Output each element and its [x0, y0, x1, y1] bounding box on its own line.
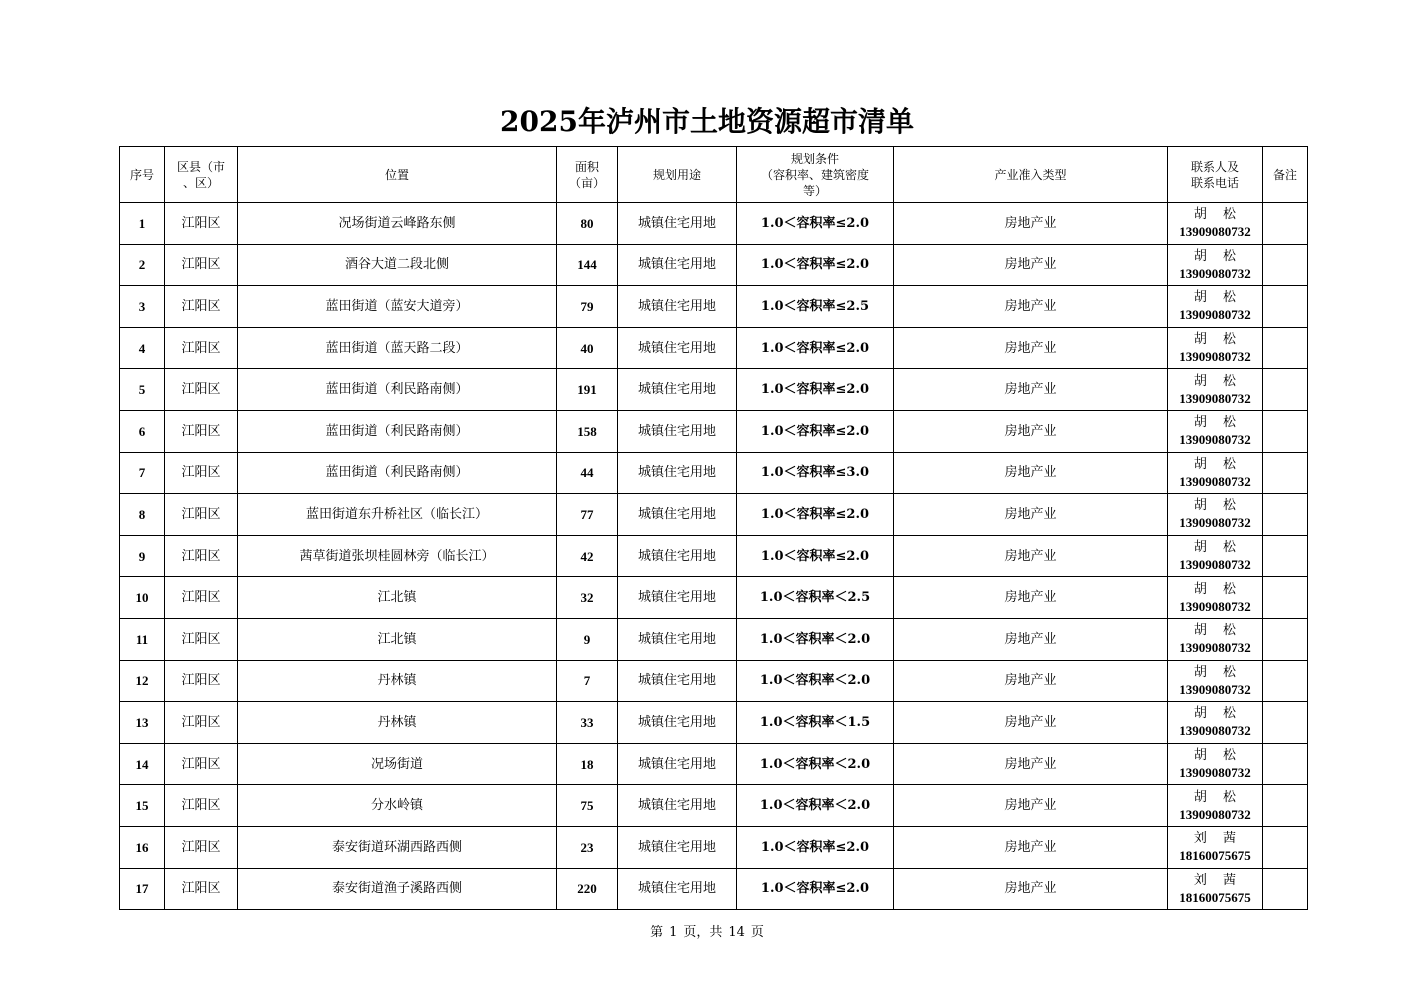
table-row — [120, 244, 1308, 286]
table-row — [120, 785, 1308, 827]
cell-district: 江阳区 — [165, 702, 238, 744]
cell-contact — [1168, 577, 1263, 619]
cell-industry-type: 房地产业 — [894, 577, 1168, 619]
cell-planning-conditions: 1.0＜容积率＜1.5 — [737, 702, 894, 744]
cell-district: 江阳区 — [165, 369, 238, 411]
cell-district: 江阳区 — [165, 410, 238, 452]
cell-location: 泰安街道环湖西路西侧 — [238, 826, 557, 868]
cell-planning-conditions: 1.0＜容积率≤2.0 — [737, 410, 894, 452]
cell-industry-type: 房地产业 — [894, 410, 1168, 452]
cell-serial: 2 — [120, 244, 165, 286]
header-planning-conditions-line: 规划条件 — [790, 151, 839, 166]
cell-remarks — [1263, 452, 1308, 494]
cell-planned-use: 城镇住宅用地 — [618, 868, 737, 910]
cell-planned-use: 城镇住宅用地 — [618, 702, 737, 744]
contact-name: 胡 松 — [1193, 498, 1243, 514]
header-district — [165, 147, 238, 203]
cell-district: 江阳区 — [165, 286, 238, 328]
cell-district: 江阳区 — [165, 494, 238, 536]
contact-phone: 13909080732 — [1179, 473, 1251, 489]
cell-planning-conditions: 1.0＜容积率≤2.0 — [737, 494, 894, 536]
cell-remarks — [1263, 702, 1308, 744]
cell-remarks — [1263, 785, 1308, 827]
cell-serial: 10 — [120, 577, 165, 619]
cell-location: 江北镇 — [238, 577, 557, 619]
header-location-line: 位置 — [384, 167, 409, 182]
cell-planning-conditions: 1.0＜容积率＜2.0 — [737, 618, 894, 660]
cell-remarks — [1263, 618, 1308, 660]
contact-phone: 13909080732 — [1179, 723, 1251, 739]
footer-total-pages: 14 — [728, 925, 745, 940]
contact-phone: 13909080732 — [1179, 765, 1251, 781]
cell-location: 江北镇 — [238, 618, 557, 660]
cell-serial: 14 — [120, 743, 165, 785]
cell-contact — [1168, 535, 1263, 577]
cell-area: 9 — [557, 618, 618, 660]
cell-planned-use: 城镇住宅用地 — [618, 410, 737, 452]
cell-contact — [1168, 203, 1263, 245]
contact-phone: 13909080732 — [1179, 265, 1251, 281]
header-serial — [120, 147, 165, 203]
cell-district: 江阳区 — [165, 327, 238, 369]
cell-planned-use: 城镇住宅用地 — [618, 785, 737, 827]
table-row — [120, 577, 1308, 619]
contact-name: 胡 松 — [1193, 248, 1243, 264]
contact-phone: 13909080732 — [1179, 557, 1251, 573]
cell-location: 蓝田街道东升桥社区（临长江） — [238, 494, 557, 536]
cell-industry-type: 房地产业 — [894, 286, 1168, 328]
cell-planned-use: 城镇住宅用地 — [618, 535, 737, 577]
cell-planning-conditions: 1.0＜容积率≤2.0 — [737, 868, 894, 910]
cell-district: 江阳区 — [165, 452, 238, 494]
cell-location: 况场街道云峰路东侧 — [238, 203, 557, 245]
contact-name: 胡 松 — [1193, 207, 1243, 223]
contact-name: 胡 松 — [1193, 789, 1243, 805]
cell-contact — [1168, 244, 1263, 286]
cell-industry-type: 房地产业 — [894, 660, 1168, 702]
cell-district: 江阳区 — [165, 660, 238, 702]
cell-serial: 13 — [120, 702, 165, 744]
cell-contact — [1168, 327, 1263, 369]
cell-location: 蓝田街道（蓝安大道旁） — [238, 286, 557, 328]
cell-remarks — [1263, 244, 1308, 286]
contact-name: 刘 茜 — [1193, 831, 1243, 847]
contact-phone: 13909080732 — [1179, 598, 1251, 614]
header-contact-line: 联系人及 — [1190, 159, 1239, 174]
cell-industry-type: 房地产业 — [894, 826, 1168, 868]
cell-location: 酒谷大道二段北侧 — [238, 244, 557, 286]
header-contact-line: 联系电话 — [1190, 175, 1239, 190]
cell-serial: 12 — [120, 660, 165, 702]
table-row — [120, 286, 1308, 328]
cell-district: 江阳区 — [165, 244, 238, 286]
cell-contact — [1168, 743, 1263, 785]
cell-planned-use: 城镇住宅用地 — [618, 286, 737, 328]
document-title: 2025年泸州市土地资源超市清单 — [500, 105, 914, 138]
contact-phone: 18160075675 — [1179, 889, 1251, 905]
table-header-row — [120, 147, 1308, 203]
table-row — [120, 494, 1308, 536]
cell-area: 23 — [557, 826, 618, 868]
footer-suffix: 页 — [750, 925, 764, 940]
cell-remarks — [1263, 660, 1308, 702]
header-industry-type-line: 产业准入类型 — [994, 167, 1067, 182]
cell-planned-use: 城镇住宅用地 — [618, 743, 737, 785]
cell-planning-conditions: 1.0＜容积率≤2.0 — [737, 535, 894, 577]
cell-planned-use: 城镇住宅用地 — [618, 203, 737, 245]
cell-serial: 4 — [120, 327, 165, 369]
footer-page-number: 1 — [669, 925, 678, 940]
cell-district: 江阳区 — [165, 785, 238, 827]
cell-area: 75 — [557, 785, 618, 827]
table-body — [120, 203, 1308, 910]
table-row — [120, 618, 1308, 660]
cell-planning-conditions: 1.0＜容积率＜2.5 — [737, 577, 894, 619]
table-row — [120, 203, 1308, 245]
cell-planning-conditions: 1.0＜容积率≤2.0 — [737, 203, 894, 245]
cell-area: 44 — [557, 452, 618, 494]
contact-name: 胡 松 — [1193, 290, 1243, 306]
header-location — [238, 147, 557, 203]
cell-district: 江阳区 — [165, 868, 238, 910]
cell-serial: 9 — [120, 535, 165, 577]
contact-name: 胡 松 — [1193, 623, 1243, 639]
header-district-line: 区县（市 — [176, 159, 225, 174]
contact-phone: 18160075675 — [1179, 848, 1251, 864]
page-footer — [0, 921, 1414, 940]
cell-industry-type: 房地产业 — [894, 203, 1168, 245]
footer-prefix: 第 — [650, 925, 664, 940]
cell-remarks — [1263, 743, 1308, 785]
cell-contact — [1168, 494, 1263, 536]
cell-location: 蓝田街道（蓝天路二段） — [238, 327, 557, 369]
contact-name: 胡 松 — [1193, 706, 1243, 722]
cell-remarks — [1263, 535, 1308, 577]
table-row — [120, 660, 1308, 702]
cell-industry-type: 房地产业 — [894, 369, 1168, 411]
cell-planned-use: 城镇住宅用地 — [618, 369, 737, 411]
cell-contact — [1168, 702, 1263, 744]
cell-planning-conditions: 1.0＜容积率≤2.5 — [737, 286, 894, 328]
cell-area: 32 — [557, 577, 618, 619]
cell-serial: 11 — [120, 618, 165, 660]
cell-location: 分水岭镇 — [238, 785, 557, 827]
table-row — [120, 702, 1308, 744]
cell-industry-type: 房地产业 — [894, 327, 1168, 369]
cell-planned-use: 城镇住宅用地 — [618, 244, 737, 286]
cell-district: 江阳区 — [165, 743, 238, 785]
contact-phone: 13909080732 — [1179, 390, 1251, 406]
cell-contact — [1168, 868, 1263, 910]
cell-planned-use: 城镇住宅用地 — [618, 494, 737, 536]
cell-planning-conditions: 1.0＜容积率≤2.0 — [737, 244, 894, 286]
table-row — [120, 826, 1308, 868]
cell-contact — [1168, 286, 1263, 328]
contact-phone: 13909080732 — [1179, 224, 1251, 240]
contact-name: 胡 松 — [1193, 373, 1243, 389]
contact-name: 胡 松 — [1193, 415, 1243, 431]
cell-industry-type: 房地产业 — [894, 494, 1168, 536]
header-area-line: （亩） — [568, 175, 605, 190]
cell-location: 茜草街道张坝桂圆林旁（临长江） — [238, 535, 557, 577]
contact-phone: 13909080732 — [1179, 806, 1251, 822]
cell-area: 220 — [557, 868, 618, 910]
cell-remarks — [1263, 369, 1308, 411]
header-area-line: 面积 — [574, 159, 599, 174]
cell-location: 蓝田街道（利民路南侧） — [238, 452, 557, 494]
cell-location: 丹林镇 — [238, 702, 557, 744]
contact-name: 胡 松 — [1193, 332, 1243, 348]
cell-location: 蓝田街道（利民路南侧） — [238, 410, 557, 452]
header-contact — [1168, 147, 1263, 203]
table-row — [120, 452, 1308, 494]
cell-industry-type: 房地产业 — [894, 702, 1168, 744]
cell-planning-conditions: 1.0＜容积率≤2.0 — [737, 369, 894, 411]
cell-planned-use: 城镇住宅用地 — [618, 660, 737, 702]
cell-contact — [1168, 410, 1263, 452]
cell-area: 79 — [557, 286, 618, 328]
cell-serial: 5 — [120, 369, 165, 411]
cell-area: 7 — [557, 660, 618, 702]
cell-area: 40 — [557, 327, 618, 369]
footer-middle: 页，共 — [683, 925, 723, 940]
cell-planning-conditions: 1.0＜容积率＜2.0 — [737, 660, 894, 702]
cell-contact — [1168, 369, 1263, 411]
cell-area: 191 — [557, 369, 618, 411]
cell-contact — [1168, 660, 1263, 702]
cell-contact — [1168, 452, 1263, 494]
cell-contact — [1168, 785, 1263, 827]
header-industry-type — [894, 147, 1168, 203]
cell-contact — [1168, 826, 1263, 868]
contact-name: 胡 松 — [1193, 456, 1243, 472]
cell-area: 42 — [557, 535, 618, 577]
cell-district: 江阳区 — [165, 535, 238, 577]
cell-industry-type: 房地产业 — [894, 785, 1168, 827]
cell-area: 80 — [557, 203, 618, 245]
cell-industry-type: 房地产业 — [894, 452, 1168, 494]
contact-phone: 13909080732 — [1179, 432, 1251, 448]
contact-phone: 13909080732 — [1179, 515, 1251, 531]
cell-serial: 6 — [120, 410, 165, 452]
cell-serial: 17 — [120, 868, 165, 910]
cell-remarks — [1263, 577, 1308, 619]
contact-name: 胡 松 — [1193, 581, 1243, 597]
header-serial-line: 序号 — [129, 167, 154, 182]
cell-remarks — [1263, 286, 1308, 328]
header-district-line: 、区） — [182, 175, 219, 190]
cell-planning-conditions: 1.0＜容积率≤2.0 — [737, 826, 894, 868]
contact-phone: 13909080732 — [1179, 307, 1251, 323]
cell-remarks — [1263, 203, 1308, 245]
cell-remarks — [1263, 410, 1308, 452]
table-row — [120, 743, 1308, 785]
contact-name: 刘 茜 — [1193, 872, 1243, 888]
land-resource-table — [119, 146, 1308, 910]
header-planning-conditions-line: 等） — [802, 183, 827, 198]
cell-area: 18 — [557, 743, 618, 785]
cell-serial: 1 — [120, 203, 165, 245]
contact-phone: 13909080732 — [1179, 681, 1251, 697]
cell-serial: 7 — [120, 452, 165, 494]
cell-industry-type: 房地产业 — [894, 244, 1168, 286]
cell-planned-use: 城镇住宅用地 — [618, 327, 737, 369]
contact-phone: 13909080732 — [1179, 349, 1251, 365]
cell-remarks — [1263, 826, 1308, 868]
table-row — [120, 535, 1308, 577]
cell-planning-conditions: 1.0＜容积率≤3.0 — [737, 452, 894, 494]
cell-industry-type: 房地产业 — [894, 618, 1168, 660]
cell-remarks — [1263, 868, 1308, 910]
cell-district: 江阳区 — [165, 618, 238, 660]
cell-industry-type: 房地产业 — [894, 868, 1168, 910]
contact-phone: 13909080732 — [1179, 640, 1251, 656]
cell-planning-conditions: 1.0＜容积率＜2.0 — [737, 743, 894, 785]
cell-location: 况场街道 — [238, 743, 557, 785]
contact-name: 胡 松 — [1193, 540, 1243, 556]
cell-serial: 8 — [120, 494, 165, 536]
header-planning-conditions-line: （容积率、建筑密度 — [760, 167, 869, 182]
header-planned-use-line: 规划用途 — [652, 167, 701, 182]
cell-location: 蓝田街道（利民路南侧） — [238, 369, 557, 411]
cell-planning-conditions: 1.0＜容积率≤2.0 — [737, 327, 894, 369]
table-row — [120, 868, 1308, 910]
cell-area: 158 — [557, 410, 618, 452]
cell-remarks — [1263, 327, 1308, 369]
cell-area: 77 — [557, 494, 618, 536]
cell-planning-conditions: 1.0＜容积率＜2.0 — [737, 785, 894, 827]
contact-name: 胡 松 — [1193, 748, 1243, 764]
contact-name: 胡 松 — [1193, 664, 1243, 680]
cell-remarks — [1263, 494, 1308, 536]
cell-contact — [1168, 618, 1263, 660]
cell-planned-use: 城镇住宅用地 — [618, 452, 737, 494]
cell-district: 江阳区 — [165, 826, 238, 868]
cell-serial: 16 — [120, 826, 165, 868]
cell-location: 泰安街道渔子溪路西侧 — [238, 868, 557, 910]
cell-district: 江阳区 — [165, 577, 238, 619]
cell-industry-type: 房地产业 — [894, 535, 1168, 577]
header-remarks — [1263, 147, 1308, 203]
table-row — [120, 410, 1308, 452]
cell-location: 丹林镇 — [238, 660, 557, 702]
cell-industry-type: 房地产业 — [894, 743, 1168, 785]
cell-planned-use: 城镇住宅用地 — [618, 826, 737, 868]
header-planning-conditions — [737, 147, 894, 203]
cell-serial: 3 — [120, 286, 165, 328]
header-remarks-line: 备注 — [1272, 167, 1297, 182]
table-row — [120, 369, 1308, 411]
cell-area: 144 — [557, 244, 618, 286]
header-area — [557, 147, 618, 203]
cell-planned-use: 城镇住宅用地 — [618, 577, 737, 619]
cell-district: 江阳区 — [165, 203, 238, 245]
cell-planned-use: 城镇住宅用地 — [618, 618, 737, 660]
table-row — [120, 327, 1308, 369]
header-planned-use — [618, 147, 737, 203]
cell-area: 33 — [557, 702, 618, 744]
cell-serial: 15 — [120, 785, 165, 827]
